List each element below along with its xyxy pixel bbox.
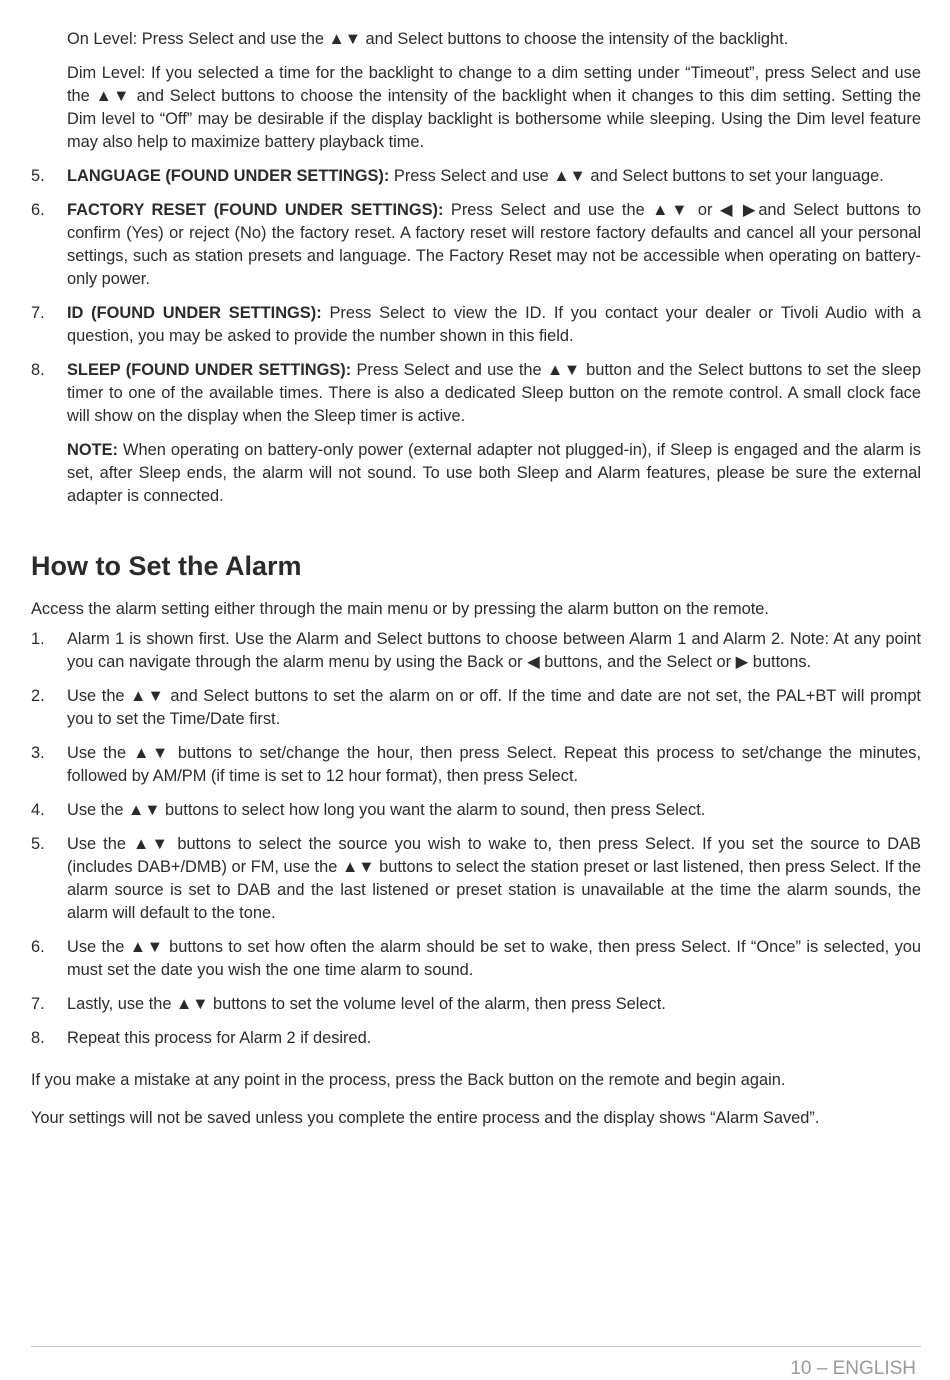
- section-heading: How to Set the Alarm: [31, 551, 302, 581]
- item-number: 5.: [31, 167, 45, 185]
- item-label: ID (FOUND UNDER SETTINGS):: [67, 304, 322, 322]
- step-number: 8.: [31, 1029, 45, 1047]
- dim-level-paragraph: Dim Level: If you selected a time for the backlight to change to a dim setting under “Timeout”, press Select and use the ▲▼ and Select buttons to choose the intensity of the backlight when it changes to this dim setting. Setting the Dim level to “Off” may be desirable if the display backlight is bothersome while sleeping. Using the Dim level feature may also help to maximize battery playback time.: [67, 64, 921, 151]
- step-text: Use the ▲▼ buttons to set/change the hour, then press Select. Repeat this process to set/change the minutes, followed by AM/PM (if time is set to 12 hour format), then press Select.: [67, 744, 921, 785]
- item-number: 6.: [31, 201, 45, 219]
- step-number: 5.: [31, 835, 45, 853]
- alarm-step: [31, 742, 921, 788]
- item-body: [67, 359, 921, 428]
- settings-item-language: [31, 165, 921, 188]
- step-text: Use the ▲▼ and Select buttons to set the alarm on or off. If the time and date are not set, the PAL+BT will prompt you to set the Time/Date first.: [67, 687, 921, 728]
- footer-divider: [31, 1346, 921, 1347]
- alarm-step: [31, 799, 921, 822]
- page-number: 10 – ENGLISH: [790, 1358, 916, 1379]
- settings-item-sleep: [31, 359, 921, 428]
- item-number: 8.: [31, 361, 45, 379]
- item-body: [67, 165, 921, 188]
- item-number: 7.: [31, 304, 45, 322]
- settings-item-factory-reset: [31, 199, 921, 291]
- step-text: Repeat this process for Alarm 2 if desired.: [67, 1029, 372, 1047]
- sleep-note: [67, 439, 921, 508]
- item-text: Press Select and use the ▲▼ button and the Select buttons to set the sleep timer to one of the available times. There is also a dedicated Sleep button on the remote control. A small clock face will show on the display when the Sleep timer is active.: [67, 361, 921, 425]
- step-number: 4.: [31, 801, 45, 819]
- alarm-step: [31, 685, 921, 731]
- on-level-paragraph: On Level: Press Select and use the ▲▼ and Select buttons to choose the intensity of the backlight.: [67, 30, 789, 48]
- step-number: 1.: [31, 630, 45, 648]
- manual-page: [31, 28, 921, 1130]
- note-label: NOTE:: [67, 441, 118, 459]
- alarm-step: [31, 993, 921, 1016]
- item-label: SLEEP (FOUND UNDER SETTINGS):: [67, 361, 352, 379]
- alarm-step: [31, 628, 921, 674]
- step-number: 3.: [31, 744, 45, 762]
- step-number: 2.: [31, 687, 45, 705]
- alarm-intro: Access the alarm setting either through the main menu or by pressing the alarm button on the remote.: [31, 600, 769, 618]
- saved-note: Your settings will not be saved unless you complete the entire process and the display shows “Alarm Saved”.: [31, 1109, 820, 1127]
- item-body: [67, 199, 921, 291]
- step-text: Lastly, use the ▲▼ buttons to set the volume level of the alarm, then press Select.: [67, 995, 666, 1013]
- mistake-note: If you make a mistake at any point in the process, press the Back button on the remote and begin again.: [31, 1071, 786, 1089]
- step-text: Use the ▲▼ buttons to set how often the alarm should be set to wake, then press Select. If “Once” is selected, you must set the date you wish the one time alarm to sound.: [67, 938, 921, 979]
- item-label: LANGUAGE (FOUND UNDER SETTINGS):: [67, 167, 390, 185]
- step-text: Use the ▲▼ buttons to select the source you wish to wake to, then press Select. If you set the source to DAB (includes DAB+/DMB) or FM, use the ▲▼ buttons to select the station preset or last listened, then press Select. If the alarm source is set to DAB and the last listened or preset station is unavailable at the time the alarm sounds, the alarm will default to the tone.: [67, 835, 921, 922]
- item-text: Press Select to view the ID. If you contact your dealer or Tivoli Audio with a question, you may be asked to provide the number shown in this field.: [67, 304, 921, 345]
- item-label: FACTORY RESET (FOUND UNDER SETTINGS):: [67, 201, 444, 219]
- item-body: [67, 302, 921, 348]
- note-text: When operating on battery-only power (external adapter not plugged-in), if Sleep is engaged and the alarm is set, after Sleep ends, the alarm will not sound. To use both Sleep and Alarm features, please be sure the external adapter is connected.: [67, 441, 921, 505]
- alarm-step: [31, 833, 921, 925]
- alarm-step: [31, 936, 921, 982]
- step-text: Alarm 1 is shown first. Use the Alarm and Select buttons to choose between Alarm 1 and Alarm 2. Note: At any point you can navigate through the alarm menu by using the Back or ◀ buttons, and the Select or ▶ buttons.: [67, 630, 921, 671]
- settings-item-id: [31, 302, 921, 348]
- item-text: Press Select and use ▲▼ and Select buttons to set your language.: [389, 167, 884, 185]
- item-text: Press Select and use the ▲▼ or ◀ ▶and Select buttons to confirm (Yes) or reject (No) the factory reset. A factory reset will restore factory defaults and cancel all your personal settings, such as station presets and language. The Factory Reset may not be accessible when operating on battery-only power.: [67, 201, 922, 288]
- alarm-step: [31, 1027, 921, 1050]
- step-text: Use the ▲▼ buttons to select how long you want the alarm to sound, then press Select.: [67, 801, 706, 819]
- step-number: 7.: [31, 995, 45, 1013]
- step-number: 6.: [31, 938, 45, 956]
